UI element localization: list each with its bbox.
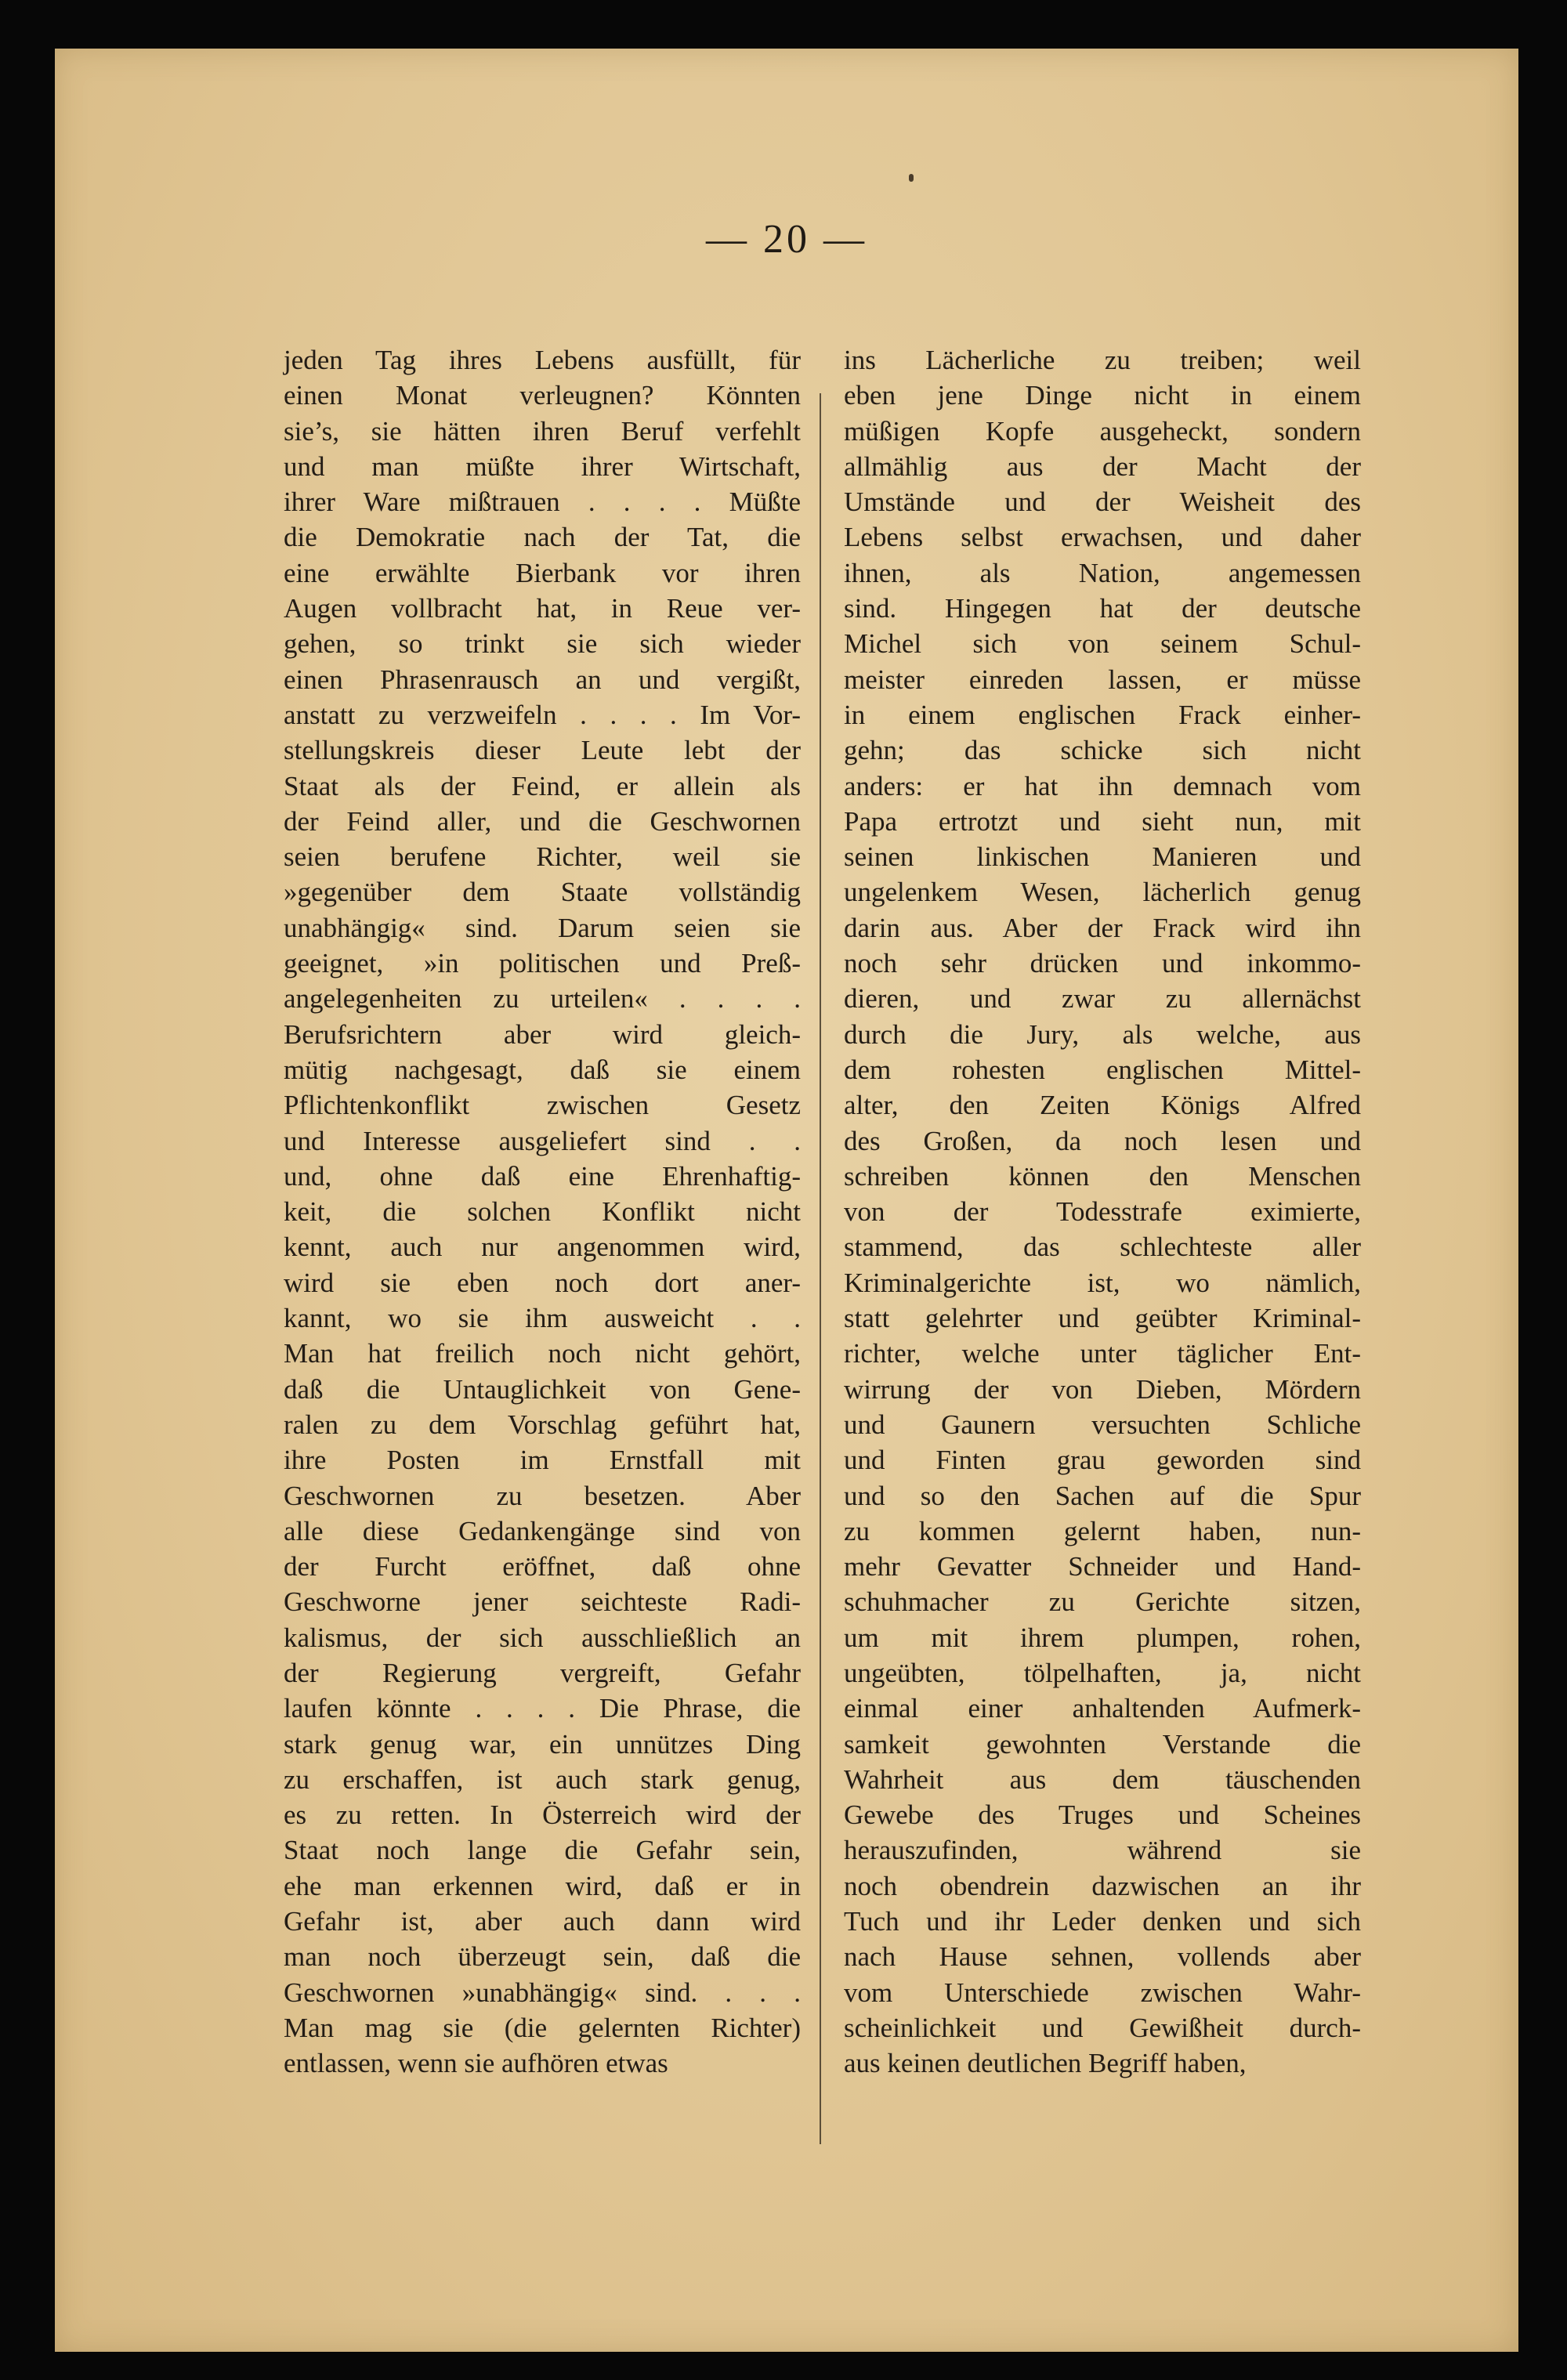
text-line: dieren, und zwar zu allernächst (844, 983, 1361, 1015)
text-line: einmal einer anhaltenden Aufmerk- (844, 1693, 1361, 1724)
text-line: Gefahr ist, aber auch dann wird (284, 1906, 801, 1937)
text-line: Umstände und der Weisheit des (844, 486, 1361, 518)
text-line: Geschwornen »unabhängig« sind. . . . (284, 1977, 801, 2008)
text-line: um mit ihrem plumpen, rohen, (844, 1622, 1361, 1653)
text-line: die Demokratie nach der Tat, die (284, 522, 801, 553)
text-line: und, ohne daß eine Ehrenhaftig- (284, 1160, 801, 1192)
text-line: allmählig aus der Macht der (844, 450, 1361, 482)
right-column (844, 342, 1361, 2082)
text-line: geeignet, »in politischen und Preß- (284, 948, 801, 979)
text-line: der Feind aller, und die Geschwornen (284, 805, 801, 837)
text-line: Lebens selbst erwachsen, und daher (844, 522, 1361, 553)
text-line: einen Monat verleugnen? Könnten (284, 380, 801, 411)
text-line: kalismus, der sich ausschließlich an (284, 1622, 801, 1653)
text-line: kennt, auch nur angenommen wird, (284, 1232, 801, 1263)
text-line: stammend, das schlechteste aller (844, 1232, 1361, 1263)
text-line: samkeit gewohnten Verstande die (844, 1728, 1361, 1760)
text-line: in einem englischen Frack einher- (844, 699, 1361, 730)
text-line: ehe man erkennen wird, daß er in (284, 1870, 801, 1901)
text-line: »gegenüber dem Staate vollständig (284, 877, 801, 908)
text-line: zu kommen gelernt haben, nun- (844, 1515, 1361, 1546)
column-divider (820, 393, 821, 2144)
text-line: und so den Sachen auf die Spur (844, 1480, 1361, 1511)
text-line: eine erwählte Bierbank vor ihren (284, 557, 801, 588)
text-line: alter, den Zeiten Königs Alfred (844, 1090, 1361, 1121)
text-line: angelegenheiten zu urteilen« . . . . (284, 983, 801, 1015)
text-line: sind. Hingegen hat der deutsche (844, 593, 1361, 624)
text-line: Papa ertrotzt und sieht nun, mit (844, 805, 1361, 837)
text-line: Michel sich von seinem Schul- (844, 628, 1361, 660)
text-line: stark genug war, ein unnützes Ding (284, 1728, 801, 1760)
text-line: stellungskreis dieser Leute lebt der (284, 735, 801, 766)
text-line: gehn; das schicke sich nicht (844, 735, 1361, 766)
text-line: von der Todesstrafe eximierte, (844, 1196, 1361, 1228)
text-line: Tuch und ihr Leder denken und sich (844, 1906, 1361, 1937)
text-line: keit, die solchen Konflikt nicht (284, 1196, 801, 1228)
text-line: Pflichtenkonflikt zwischen Gesetz (284, 1090, 801, 1121)
text-line: darin aus. Aber der Frack wird ihn (844, 912, 1361, 943)
text-line: ins Lächerliche zu treiben; weil (844, 345, 1361, 375)
text-line: meister einreden lassen, er müsse (844, 664, 1361, 695)
text-line: Gewebe des Truges und Scheines (844, 1799, 1361, 1831)
text-line: mehr Gevatter Schneider und Hand- (844, 1551, 1361, 1582)
text-line: Man mag sie (die gelernten Richter) (284, 2012, 801, 2043)
text-line: der Regierung vergreift, Gefahr (284, 1657, 801, 1688)
text-line: ungelenkem Wesen, lächerlich genug (844, 877, 1361, 908)
text-line: dem rohesten englischen Mittel- (844, 1054, 1361, 1085)
text-line: der Furcht eröffnet, daß ohne (284, 1551, 801, 1582)
text-line: seien berufene Richter, weil sie (284, 841, 801, 873)
text-line: Man hat freilich noch nicht gehört, (284, 1338, 801, 1369)
text-line: Geschworne jener seichteste Radi- (284, 1586, 801, 1618)
text-line: zu erschaffen, ist auch stark genug, (284, 1763, 801, 1795)
paper-speck (909, 174, 914, 182)
text-line: entlassen, wenn sie aufhören etwas (284, 2048, 668, 2079)
text-line: vom Unterschiede zwischen Wahr- (844, 1977, 1361, 2008)
text-line: seinen linkischen Manieren und (844, 841, 1361, 873)
text-line: laufen könnte . . . . Die Phrase, die (284, 1693, 801, 1724)
text-line: noch sehr drücken und inkommo- (844, 948, 1361, 979)
text-line: daß die Untauglichkeit von Gene- (284, 1373, 801, 1405)
text-line: müßigen Kopfe ausgeheckt, sondern (844, 415, 1361, 447)
text-line: man noch überzeugt sein, daß die (284, 1941, 801, 1973)
text-line: schreiben können den Menschen (844, 1160, 1361, 1192)
text-line: ihnen, als Nation, angemessen (844, 557, 1361, 588)
text-line: scheinlichkeit und Gewißheit durch- (844, 2012, 1361, 2043)
text-line: Kriminalgerichte ist, wo nämlich, (844, 1267, 1361, 1298)
text-line: ihre Posten im Ernstfall mit (284, 1445, 801, 1476)
text-line: herauszufinden, während sie (844, 1835, 1361, 1866)
text-line: Staat als der Feind, er allein als (284, 770, 801, 801)
text-line: eben jene Dinge nicht in einem (844, 380, 1361, 411)
text-line: aus keinen deutlichen Begriff haben, (844, 2048, 1247, 2079)
text-line: kannt, wo sie ihm ausweicht . . (284, 1303, 801, 1334)
text-line: gehen, so trinkt sie sich wieder (284, 628, 801, 660)
text-line: ungeübten, tölpelhaften, ja, nicht (844, 1657, 1361, 1688)
text-line: Geschwornen zu besetzen. Aber (284, 1480, 801, 1511)
text-line: statt gelehrter und geübter Kriminal- (844, 1303, 1361, 1334)
text-line: nach Hause sehnen, vollends aber (844, 1941, 1361, 1973)
text-line: noch obendrein dazwischen an ihr (844, 1870, 1361, 1901)
text-line: Berufsrichtern aber wird gleich- (284, 1018, 801, 1050)
text-line: wird sie eben noch dort aner- (284, 1267, 801, 1298)
document-page (55, 49, 1518, 2352)
text-line: anders: er hat ihn demnach vom (844, 770, 1361, 801)
text-line: sie’s, sie hätten ihren Beruf verfehlt (284, 415, 801, 447)
text-line: anstatt zu verzweifeln . . . . Im Vor- (284, 699, 801, 730)
text-line: und man müßte ihrer Wirtschaft, (284, 450, 801, 482)
text-line: einen Phrasenrausch an und vergißt, (284, 664, 801, 695)
text-line: jeden Tag ihres Lebens ausfüllt, für (284, 345, 801, 375)
text-line: unabhängig« sind. Darum seien sie (284, 912, 801, 943)
text-line: Wahrheit aus dem täuschenden (844, 1763, 1361, 1795)
text-line: des Großen, da noch lesen und (844, 1125, 1361, 1156)
text-line: mütig nachgesagt, daß sie einem (284, 1054, 801, 1085)
text-line: Augen vollbracht hat, in Reue ver- (284, 593, 801, 624)
text-line: es zu retten. In Österreich wird der (284, 1799, 801, 1831)
page-number: — 20 — (706, 217, 867, 262)
text-line: wirrung der von Dieben, Mördern (844, 1373, 1361, 1405)
text-line: schuhmacher zu Gerichte sitzen, (844, 1586, 1361, 1618)
text-line: alle diese Gedankengänge sind von (284, 1515, 801, 1546)
text-line: ralen zu dem Vorschlag geführt hat, (284, 1409, 801, 1440)
text-line: richter, welche unter täglicher Ent- (844, 1338, 1361, 1369)
text-line: Staat noch lange die Gefahr sein, (284, 1835, 801, 1866)
text-line: und Interesse ausgeliefert sind . . (284, 1125, 801, 1156)
text-line: und Gaunern versuchten Schliche (844, 1409, 1361, 1440)
text-line: ihrer Ware mißtrauen . . . . Müßte (284, 486, 801, 518)
left-column (284, 342, 801, 2082)
text-line: und Finten grau geworden sind (844, 1445, 1361, 1476)
text-line: durch die Jury, als welche, aus (844, 1018, 1361, 1050)
